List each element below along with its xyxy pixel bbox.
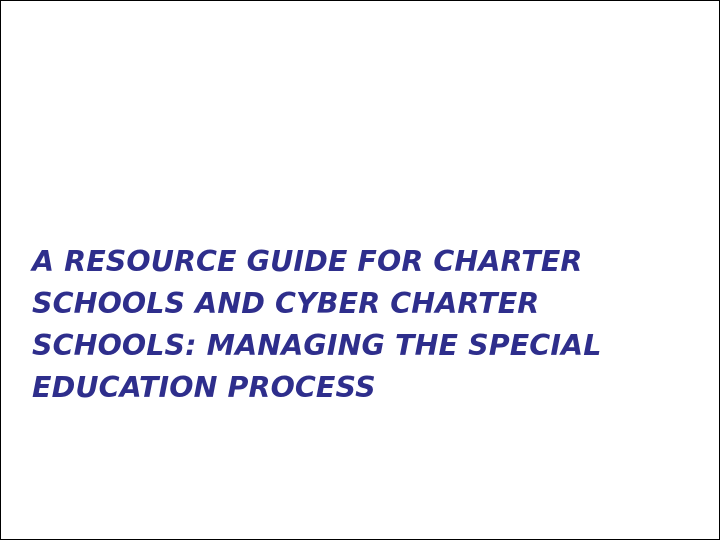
slide-title-line-3: SCHOOLS: MANAGING THE SPECIAL (32, 329, 602, 362)
slide-title-line-1: A RESOURCE GUIDE FOR CHARTER (32, 245, 583, 278)
slide-title-line-2: SCHOOLS AND CYBER CHARTER (32, 287, 540, 320)
slide-title-line-4: EDUCATION PROCESS (32, 371, 376, 404)
slide-title (32, 241, 692, 409)
